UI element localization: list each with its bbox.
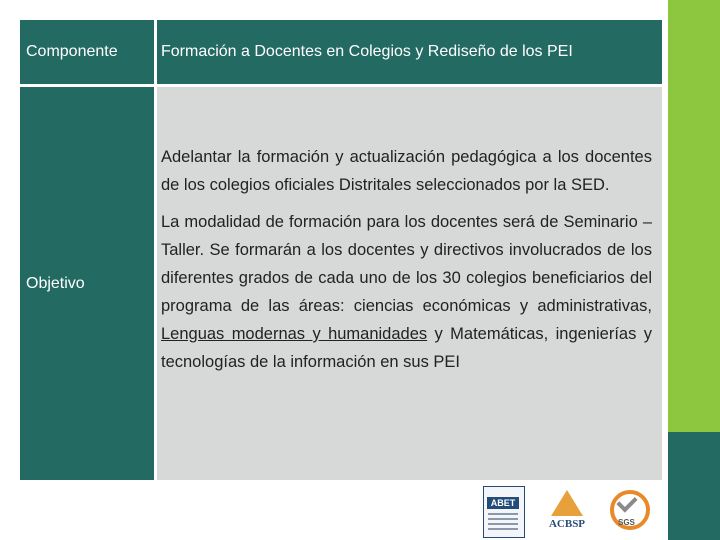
header-component-label: Componente [20,20,154,84]
abet-logo [480,486,526,538]
acbsp-logo [544,486,590,538]
content-table [20,20,662,480]
acbsp-logo-text: ACBSP [548,518,586,530]
abet-logo-text: ABET [487,497,519,509]
sgs-logo [608,486,654,538]
header-component-title: Formación a Docentes en Colegios y Rediseño de los PEI [157,20,662,84]
paragraph-2-text-a: La modalidad de formación para los docentes será de Seminario – Taller. Se formarán a los docentes y directivos involucrados de los diferentes grados de cada uno de los 30 colegios beneficiarios del programa de las áreas: ciencias económicas y administrativas, [161,213,652,315]
paragraph-2-text-b: y Matemáticas, ingenierías y tecnologías de la información en sus PEI [161,325,652,371]
row-label-objetivo: Objetivo [20,87,154,480]
objective-text-cell [157,87,662,480]
areas-underlined-link[interactable]: Lenguas modernas y humanidades [161,325,428,343]
objective-paragraph-1: Adelantar la formación y actualización pedagógica a los docentes de los colegios oficiales Distritales seleccionados por la SED. [161,148,652,194]
accreditation-logos [480,486,654,540]
sgs-logo-text: SGS [618,518,635,527]
right-accent-bar-teal [668,432,720,540]
right-accent-bar-green [668,0,720,432]
objective-paragraph-2 [161,208,652,376]
